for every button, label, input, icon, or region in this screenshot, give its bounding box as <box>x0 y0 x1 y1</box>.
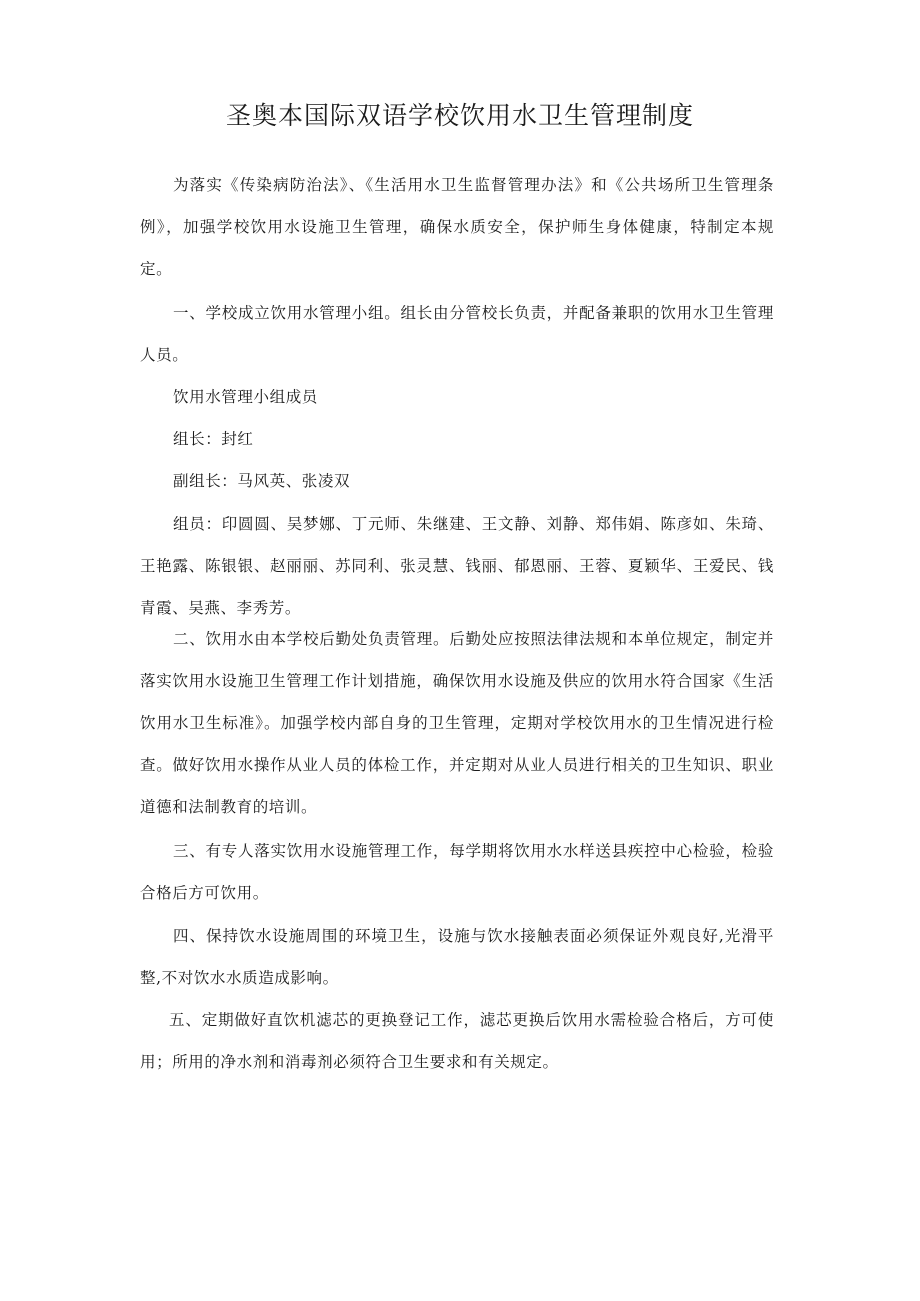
group-deputy-leaders: 副组长：马风英、张凌双 <box>173 472 351 490</box>
group-leader: 组长：封红 <box>173 430 254 448</box>
section-four-paragraph: 四、保持饮水设施周围的环境卫生，设施与饮水接触表面必须保证外观良好,光滑平整,不对饮水水质造成影响。 <box>140 927 774 987</box>
section-one-paragraph: 一、学校成立饮用水管理小组。组长由分管校长负责，并配备兼职的饮用水卫生管理人员。 <box>140 304 774 364</box>
document-title: 圣奥本国际双语学校饮用水卫生管理制度 <box>225 101 694 130</box>
intro-paragraph: 为落实《传染病防治法》、《生活用水卫生监督管理办法》和《公共场所卫生管理条例》，加强学校饮用水设施卫生管理，确保水质安全，保护师生身体健康，特制定本规定。 <box>140 176 774 278</box>
group-heading: 饮用水管理小组成员 <box>173 388 318 406</box>
section-three-paragraph: 三、有专人落实饮用水设施管理工作，每学期将饮用水水样送县疾控中心检验，检验合格后方可饮用。 <box>140 842 774 902</box>
section-five-paragraph: 五、定期做好直饮机滤芯的更换登记工作，滤芯更换后饮用水需检验合格后，方可使用；所用的净水剂和消毒剂必须符合卫生要求和有关规定。 <box>140 1011 774 1071</box>
section-two-paragraph: 二、饮用水由本学校后勤处负责管理。后勤处应按照法律法规和本单位规定，制定并落实饮用水设施卫生管理工作计划措施，确保饮用水设施及供应的饮用水符合国家《生活饮用水卫生标准》。加强学校内部自身的卫生管理，定期对学校饮用水的卫生情况进行检查。做好饮用水操作从业人员的体检工作，并定期对从业人员进行相关的卫生知识、职业道德和法制教育的培训。 <box>140 630 774 816</box>
group-members: 组员：印圆圆、吴梦娜、丁元师、朱继建、王文静、刘静、郑伟娟、陈彦如、朱琦、王艳露、陈银银、赵丽丽、苏同利、张灵慧、钱丽、郁恩丽、王蓉、夏颖华、王爱民、钱青霞、吴燕、李秀芳。 <box>140 515 774 617</box>
